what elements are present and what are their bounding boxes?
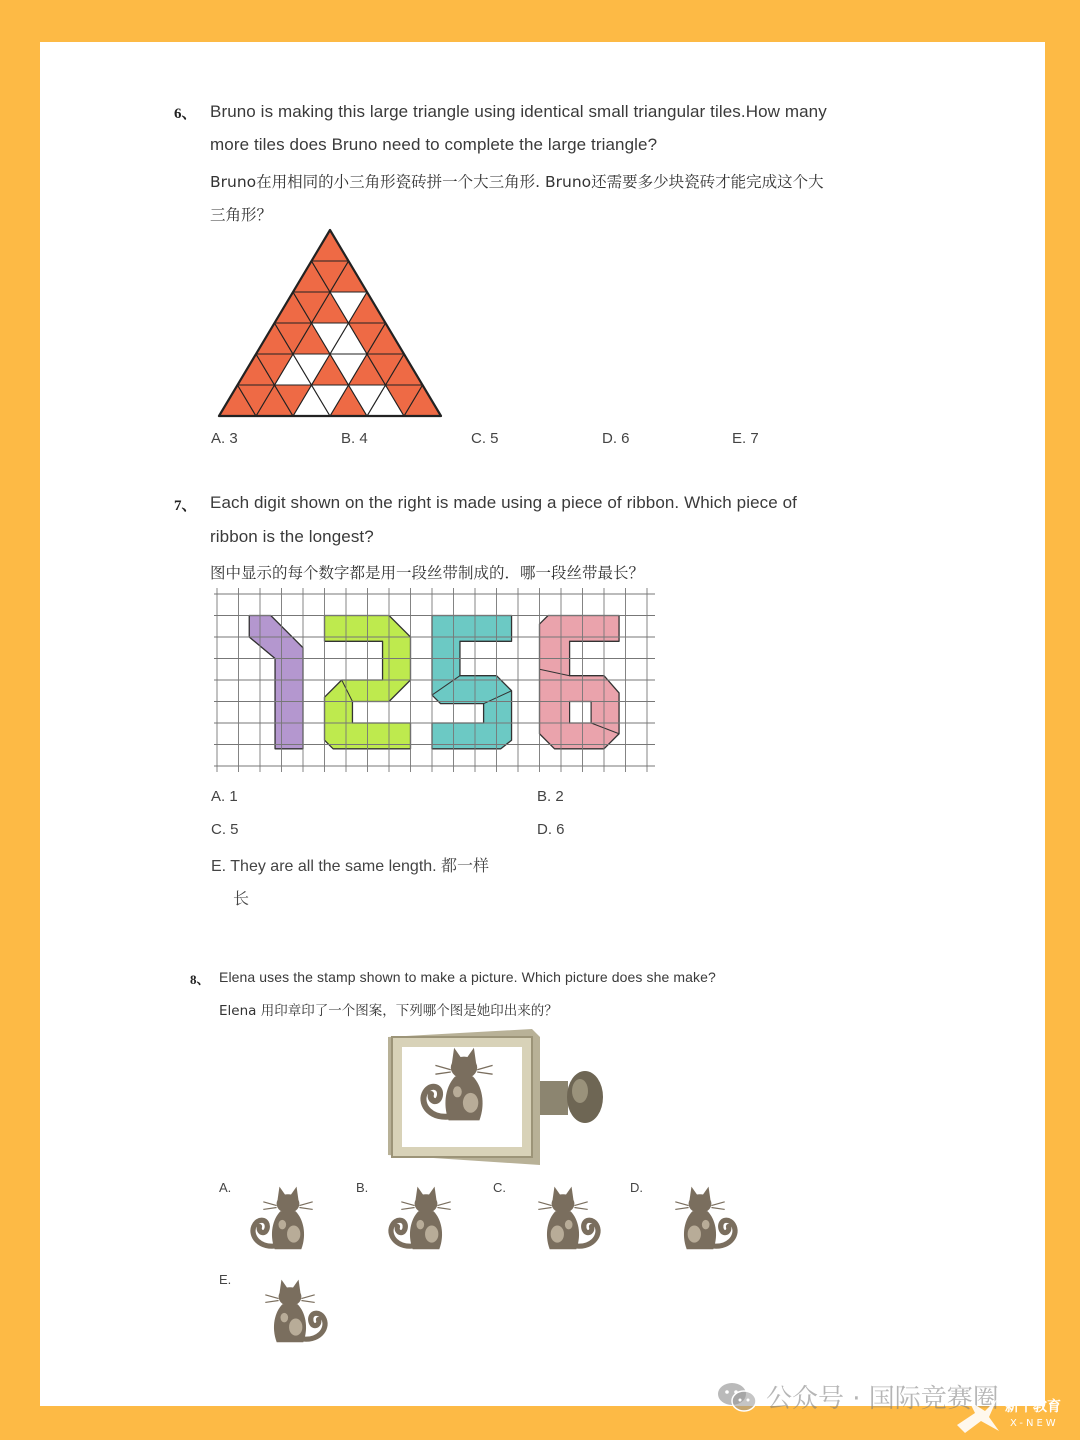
option-cat-drawing — [253, 1187, 313, 1250]
digit-5-ribbon — [432, 616, 512, 749]
logo-text: 新干教育 — [1005, 1399, 1061, 1415]
triangle-tile-up — [312, 230, 349, 261]
q8-option-d-cat-image[interactable] — [652, 1175, 742, 1263]
q6-option-b[interactable]: B. 4 — [341, 430, 368, 447]
q8-option-c-cat-image[interactable] — [515, 1175, 605, 1263]
q8-option-c-label[interactable]: C. — [493, 1180, 506, 1195]
q7-option-d[interactable]: D. 6 — [537, 821, 565, 838]
q6-option-a[interactable]: A. 3 — [211, 430, 238, 447]
watermark-text: 公众号 · 国际竞赛圈 — [766, 1384, 999, 1414]
q8-option-b-label[interactable]: B. — [356, 1180, 369, 1195]
wechat-icon — [716, 1380, 758, 1414]
q6-text-en-line1: Bruno is making this large triangle using identical small triangular tiles.How many — [210, 102, 827, 121]
digit-1-ribbon — [249, 616, 303, 749]
q8-text-en: Elena uses the stamp shown to make a picture. Which picture does she make? — [219, 969, 716, 985]
q8-number: 8、 — [190, 972, 210, 987]
option-cat-drawing — [538, 1187, 598, 1250]
q7-option-e-line2[interactable]: 长 — [233, 891, 250, 908]
q8-option-a-label[interactable]: A. — [219, 1180, 232, 1195]
xnew-logo-icon — [955, 1395, 1000, 1435]
q8-option-e-cat-image[interactable] — [242, 1268, 332, 1356]
digit-6-hole — [570, 702, 592, 724]
q7-option-c[interactable]: C. 5 — [211, 821, 239, 838]
q6-text-cn-line1: Bruno在用相同的小三角形瓷砖拼一个大三角形. Bruno还需要多少块瓷砖才能完成这个大 — [210, 173, 824, 191]
q8-stamp-figure — [380, 1025, 610, 1167]
q6-option-c[interactable]: C. 5 — [471, 430, 499, 447]
option-cat-drawing — [265, 1280, 325, 1343]
q8-text-cn: Elena 用印章印了一个图案，下列哪个图是她印出来的？ — [219, 1003, 558, 1019]
q7-number: 7、 — [174, 498, 197, 514]
q6-option-e[interactable]: E. 7 — [732, 430, 759, 447]
option-cat-drawing — [675, 1187, 735, 1250]
q8-option-d-label[interactable]: D. — [630, 1180, 643, 1195]
q7-option-a[interactable]: A. 1 — [211, 788, 238, 805]
q7-option-e-line1[interactable]: E. They are all the same length. 都一样 — [211, 858, 490, 875]
q6-triangle-figure — [215, 228, 445, 418]
q6-text-en-line2: more tiles does Bruno need to complete the large triangle? — [210, 135, 658, 154]
q8-option-a-cat-image[interactable] — [240, 1175, 330, 1263]
q7-text-cn: 图中显示的每个数字都是用一段丝带制成的．哪一段丝带最长？ — [210, 564, 645, 582]
q6-number: 6、 — [174, 106, 197, 122]
logo-subtext: X-NEW — [1010, 1418, 1059, 1429]
q7-option-b[interactable]: B. 2 — [537, 788, 564, 805]
q8-option-b-cat-image[interactable] — [378, 1175, 468, 1263]
q7-digit-grid-figure — [214, 588, 648, 776]
q6-option-d[interactable]: D. 6 — [602, 430, 630, 447]
option-cat-drawing — [391, 1187, 451, 1250]
q8-option-e-label[interactable]: E. — [219, 1272, 232, 1287]
q7-text-en-line2: ribbon is the longest? — [210, 527, 374, 546]
q7-text-en-line1: Each digit shown on the right is made using a piece of ribbon. Which piece of — [210, 493, 797, 512]
q6-text-cn-line2: 三角形？ — [210, 206, 273, 224]
